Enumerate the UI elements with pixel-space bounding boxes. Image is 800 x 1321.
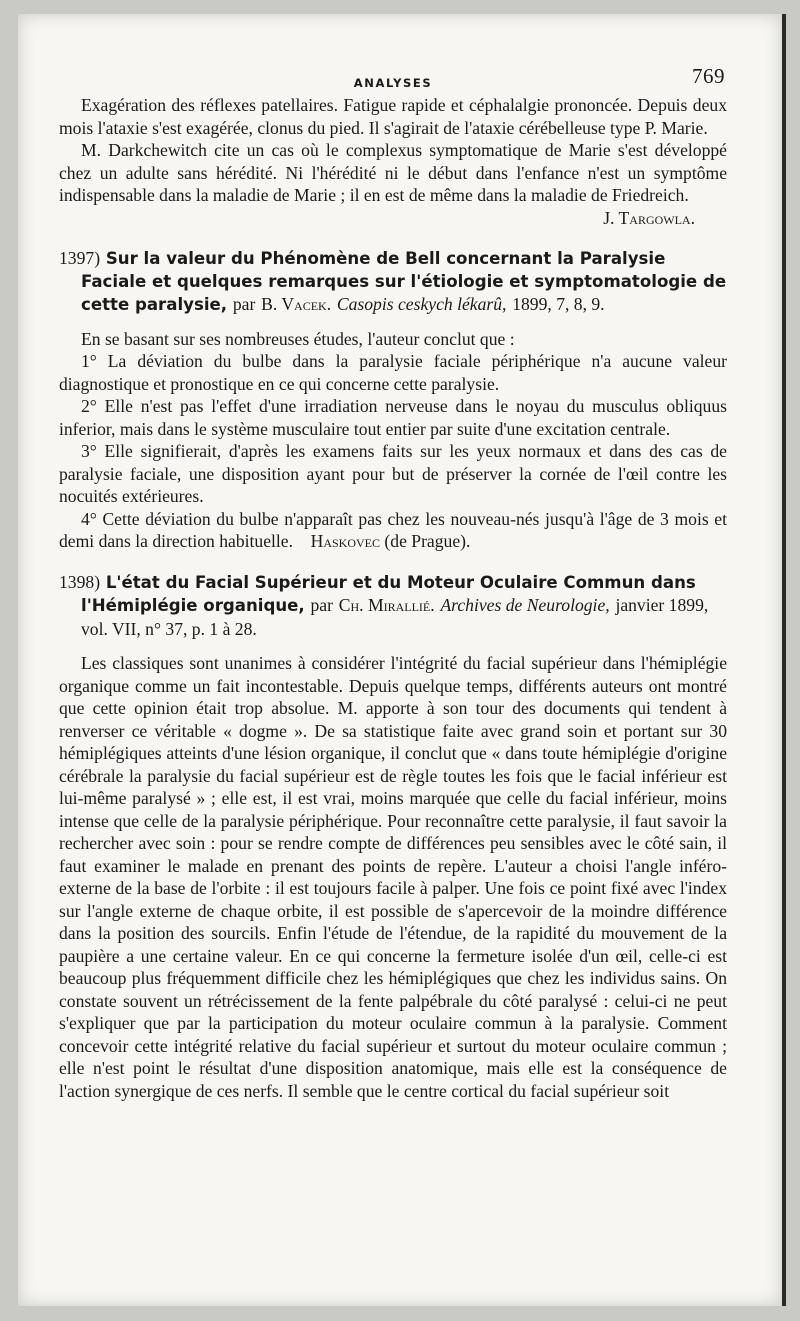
paragraph: 1° La déviation du bulbe dans la paralysie faciale périphérique n'a aucune valeur diagnostique et pronostique en ce qui concerne cette paralysie.	[59, 351, 727, 394]
scan-frame-edge	[782, 14, 786, 1306]
author-prefix: par	[310, 595, 333, 615]
article-title: L'état du Facial Supérieur et du Moteur Oculaire Commun dans l'Hémiplégie organique,	[81, 572, 696, 615]
journal-name: Archives de Neurologie,	[440, 595, 610, 615]
paragraph: 3° Elle signifierait, d'après les examens faits sur les yeux normaux et dans des cas de paralysie faciale, une disposition ayant pour but de préserver la cornée de l'œil contre les nocuités extérieures.	[59, 441, 727, 506]
paragraph-text: 4° Cette déviation du bulbe n'apparaît pas chez les nouveau-nés jusqu'à l'âge de 3 mois et demi dans la direction habituelle.	[59, 508, 727, 551]
article-number: 1398)	[59, 571, 101, 592]
author-prefix: par	[232, 294, 256, 314]
paragraph: Les classiques sont unanimes à considérer l'intégrité du facial supérieur dans l'hémiplégie organique comme un fait incontestable. Depuis quelque temps, différents auteurs ont montré que cette opinion était trop absolue. M. apporte à son tour des documents qui tendent à renverser ce véritable « dogme ». De sa statistique faite avec grand soin et portant sur 30 hémiplégiques atteints d'une lésion organique, il conclut que « dans toute hémiplégie d'origine cérébrale la paralysie du facial supérieur est de règle toutes les fois que le facial inférieur est lui-même paralysé » ; elle est, il est vrai, moins marquée que celle du facial inférieur, moins intense que celle de la paralysie périphérique. Pour reconnaître cette paralysie, il faut savoir la rechercher avec soin : pour se rendre compte de différences peu sensibles avec le côté sain, il faut examiner le malade en prenant des points de repère. L'auteur a choisi l'angle inféro-externe de la base de l'orbite : il est toujours facile à palper. Une fois ce point fixé avec l'index sur l'angle externe de chaque orbite, il est possible de s'apercevoir de la moindre différence dans la position des sourcils. Enfin l'étude de l'étendue, de la rapidité du mouvement de la paupière a une certaine valeur. En ce qui concerne la fermeture isolée d'un œil, celle-ci est beaucoup plus fréquemment difficile chez les hémiplégiques que chez les individus sains. On constate souvent un rétrécissement de la fente palpébrale du côté paralysé : celui-ci ne peut s'expliquer que par la participation du moteur oculaire commun à la paralysie. Comment concevoir cette intégrité relative du facial supérieur et surtout du moteur oculaire commun ; elle n'est point le résultat d'une disposition anatomique, mais elle est la conséquence de l'action synergique de ces nerfs. Il semble que le centre cortical du facial supérieur soit	[59, 653, 727, 1101]
page-number: 769	[692, 64, 725, 88]
page-content	[59, 64, 727, 1102]
article-body-1398	[59, 652, 727, 1102]
paragraph: 2° Elle n'est pas l'effet d'une irradiation nerveuse dans le noyau du musculus obliquus inferior, mais dans le système musculaire tout entier par suite d'une excitation centrale.	[59, 396, 727, 439]
running-header	[59, 64, 727, 94]
article-heading-1398	[59, 571, 727, 642]
article-heading-1397	[59, 247, 727, 317]
citation-details: janvier 1899, vol. VII, n° 37, p. 1 à 28.	[81, 595, 709, 639]
signature	[59, 207, 727, 230]
signature-place: (de Prague).	[384, 531, 471, 551]
running-head-title: ANALYSES	[353, 76, 433, 90]
article-author: Ch. Mirallié.	[338, 595, 435, 615]
paragraph: Exagération des réflexes patellaires. Fatigue rapide et céphalalgie prononcée. Depuis deux mois l'ataxie s'est exagérée, clonus du pied. Il s'agirait de l'ataxie cérébelleuse type P. Marie.	[59, 95, 727, 138]
paragraph: En se basant sur ses nombreuses études, l'auteur conclut que :	[81, 328, 515, 349]
citation-details: 1899, 7, 8, 9.	[512, 294, 605, 314]
journal-name: Casopis ceskych lékarû,	[336, 294, 507, 314]
intro-section	[59, 94, 727, 229]
article-author: B. Vacek.	[261, 294, 332, 314]
paragraph: M. Darkchewitch cite un cas où le complexus symptomatique de Marie s'est développé chez un adulte sans hérédité. Ni l'hérédité ni le début dans l'enfance n'est un symptôme indispensable dans la maladie de Marie ; il en est de même dans la maladie de Friedreich.	[59, 140, 727, 205]
paragraph	[59, 508, 727, 553]
article-body-1397	[59, 328, 727, 553]
signature-name: J. Targowla.	[603, 207, 695, 228]
article-number: 1397)	[59, 248, 101, 268]
article-title: Sur la valeur du Phénomène de Bell concernant la Paralysie Faciale et quelques remarques sur l'étiologie et symptomatologie de cette paralysie,	[81, 249, 727, 314]
signature-name: Haskovec	[310, 531, 381, 551]
